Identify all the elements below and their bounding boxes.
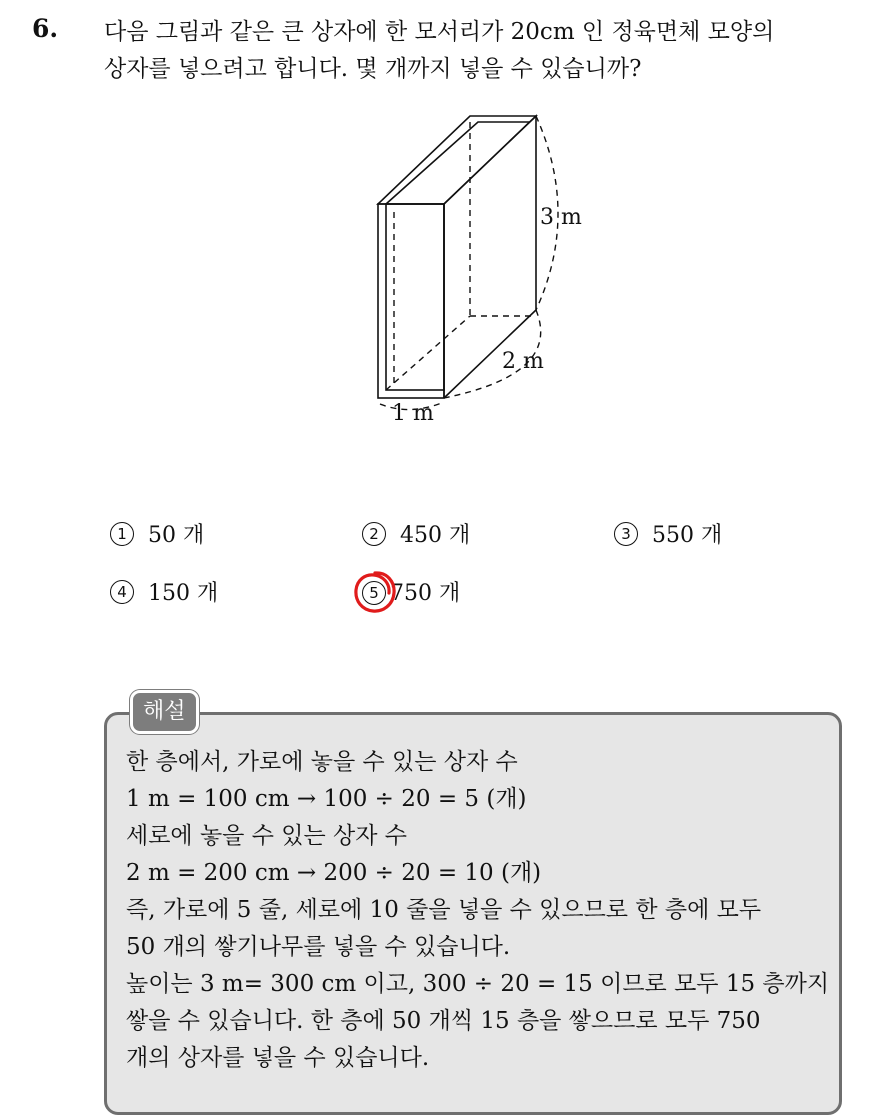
hidden-edge-diagonal [386, 316, 470, 390]
solution-line: 세로에 놓을 수 있는 상자 수 [126, 823, 407, 849]
choice-2[interactable] [362, 518, 470, 549]
solution-line: 즉, 가로에 5 줄, 세로에 10 줄을 넣을 수 있으므로 한 층에 모두 [126, 897, 762, 923]
height-label: 3 m [540, 205, 582, 230]
choice-text: 450 개 [400, 523, 471, 548]
solution-line: 높이는 3 m= 300 cm 이고, 300 ÷ 20 = 15 이므로 모두 15 층까지 [126, 971, 830, 997]
choice-number: 4 [110, 580, 134, 604]
choice-text: 750 개 [390, 581, 461, 606]
choice-number: 5 [362, 581, 386, 605]
solution-line: 한 층에서, 가로에 놓을 수 있는 상자 수 [126, 749, 518, 775]
solution-line: 2 m = 200 cm → 200 ÷ 20 = 10 (개) [126, 860, 542, 886]
width-label: 1 m [392, 401, 434, 426]
choice-4[interactable] [110, 576, 218, 607]
solution-line: 1 m = 100 cm → 100 ÷ 20 = 5 (개) [126, 786, 527, 812]
solution-line: 쌓을 수 있습니다. 한 층에 50 개씩 15 층을 쌓으므로 모두 750 [126, 1008, 761, 1034]
choice-text: 150 개 [148, 581, 219, 606]
choice-3[interactable] [614, 518, 722, 549]
choice-text: 550 개 [652, 523, 723, 548]
front-face-outer [378, 204, 444, 398]
problem-number: 6. [32, 14, 59, 43]
choice-number: 3 [614, 522, 638, 546]
choice-5[interactable] [362, 576, 460, 607]
box-figure [340, 104, 620, 434]
solution-line: 개의 상자를 넣을 수 있습니다. [126, 1045, 430, 1071]
solution-text [126, 744, 834, 1077]
question-line: 상자를 넣으려고 합니다. 몇 개까지 넣을 수 있습니까? [104, 56, 642, 82]
depth-label: 2 m [502, 349, 544, 374]
choice-number-wrap [362, 579, 386, 605]
solution-title: 해설 [130, 690, 199, 734]
choice-text: 50 개 [148, 523, 205, 548]
question-line: 다음 그림과 같은 큰 상자에 한 모서리가 20cm 인 정육면체 모양의 [104, 19, 775, 45]
choice-number: 2 [362, 522, 386, 546]
front-face-inner [386, 204, 444, 390]
choice-1[interactable] [110, 518, 204, 549]
question-text [104, 14, 864, 88]
solution-line: 50 개의 쌓기나무를 넣을 수 있습니다. [126, 934, 511, 960]
choice-number: 1 [110, 522, 134, 546]
